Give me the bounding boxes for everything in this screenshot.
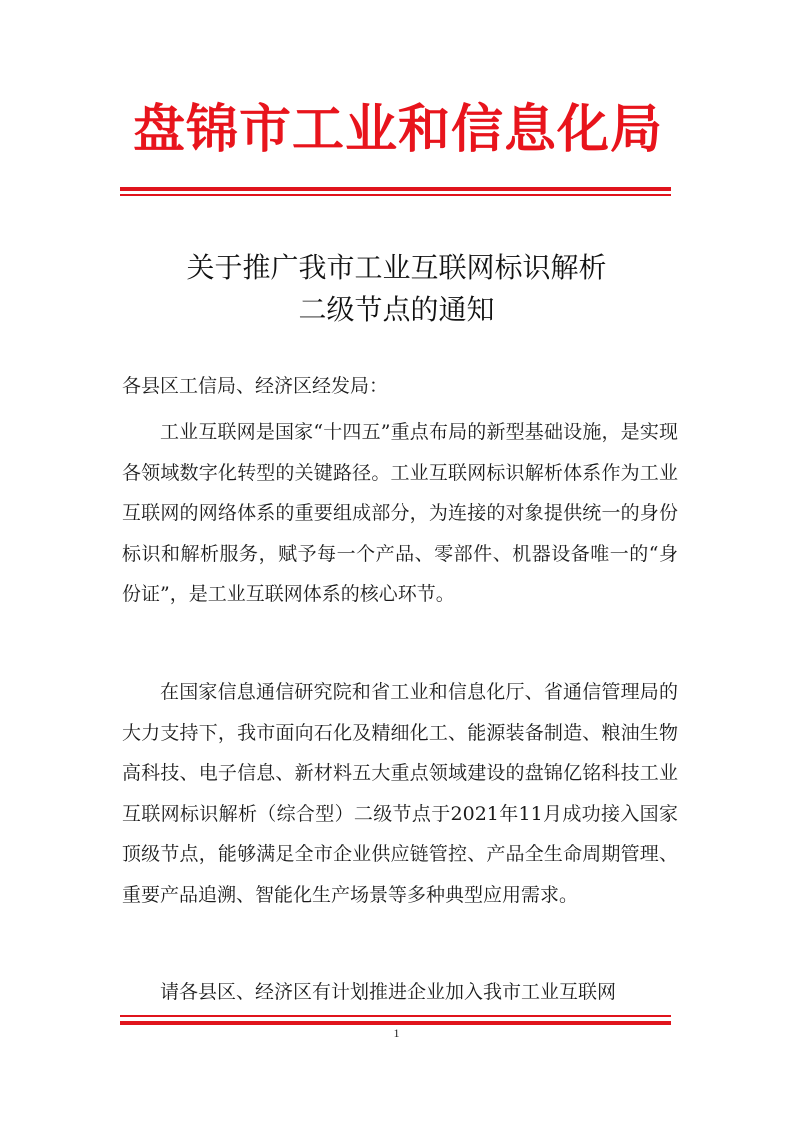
footer-rule-thin [120,1015,671,1017]
document-title-line1: 关于推广我市工业互联网标识解析 [186,251,607,284]
salutation: 各县区工信局、经济区经发局： [122,375,389,397]
body-paragraph-3: 请各县区、经济区有计划推进企业加入我市工业互联网 [160,981,617,1003]
body-paragraph-2: 在国家信息通信研究院和省工业和信息化厅、省通信管理局的大力支持下，我市面向石化及精细化工、能源装备制造、粮油生物高科技、电子信息、新材料五大重点领域建设的盘锦亿铭科技工业互联网标识解析（综合型）二级节点于2021年11月成功接入国家顶级节点，能够满足全市企业供应链管控、产品全生命周期管理、重要产品追溯、智能化生产场景等多种典型应用需求。 [122,681,678,906]
footer-rule-thick [120,1021,671,1025]
page-number: 1 [393,1026,400,1040]
masthead-title: 盘锦市工业和信息化局 [132,100,663,160]
body-paragraph-1: 工业互联网是国家“十四五”重点布局的新型基础设施，是实现各领域数字化转型的关键路径。工业互联网标识解析体系作为工业互联网的网络体系的重要组成部分，为连接的对象提供统一的身份标识和解析服务，赋予每一个产品、零部件、机器设备唯一的“身份证”，是工业互联网体系的核心环节。 [122,421,678,606]
header-rule-thick [120,187,671,191]
header-rule-thin [120,194,671,196]
document-title-line2: 二级节点的通知 [298,293,495,326]
